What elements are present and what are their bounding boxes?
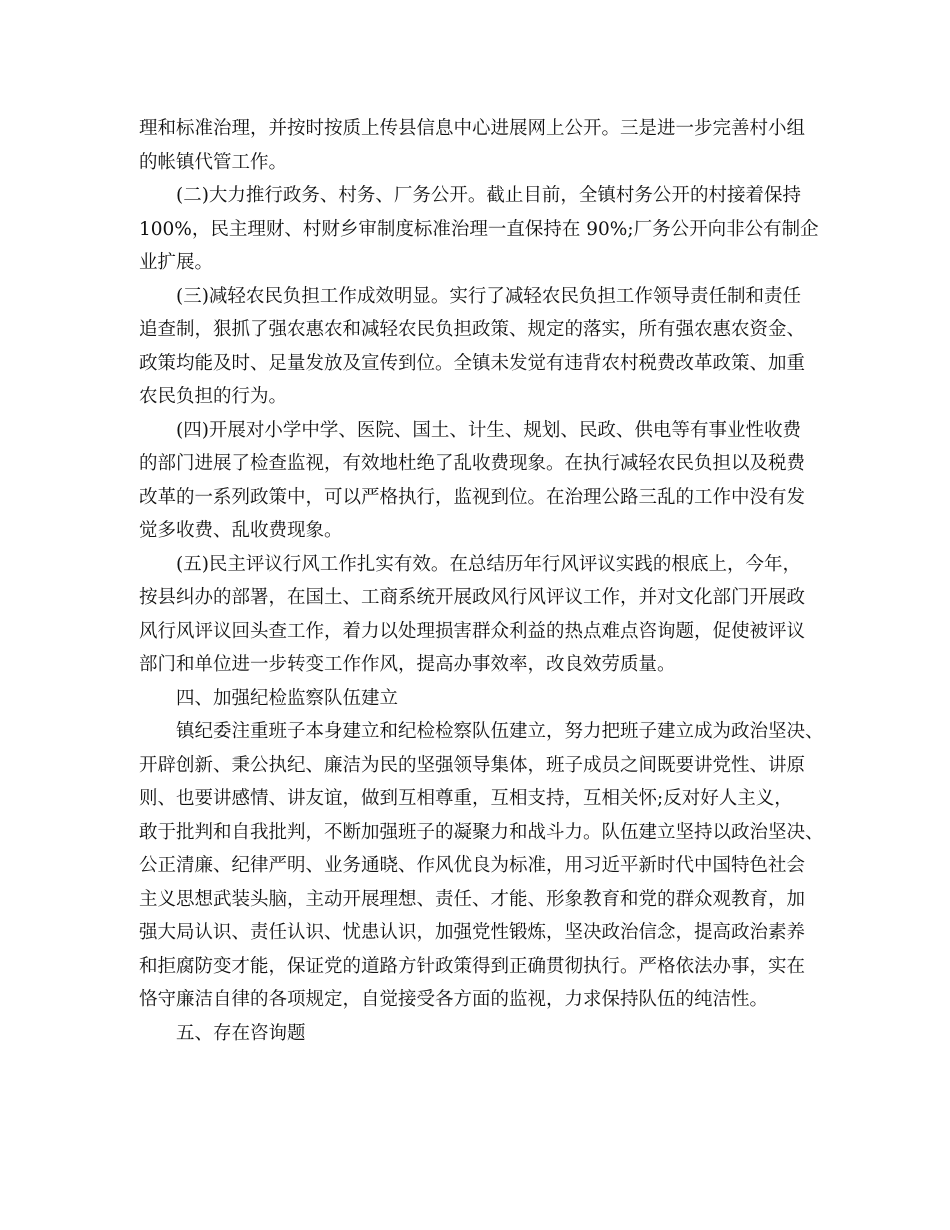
paragraph-start-line: 五、存在咨询题 bbox=[176, 1022, 306, 1044]
text-line: 觉多收费、乱收费现象。 bbox=[139, 520, 343, 541]
text-line: 主义思想武装头脑，主动开展理想、责任、才能、形象教育和党的群众观教育，加 bbox=[139, 888, 806, 910]
text-line: 强大局认识、责任认识、忧患认识，加强党性锻炼，坚决政治信念，提高政治素养 bbox=[139, 922, 806, 943]
paragraph-start-line: 镇纪委注重班子本身建立和纪检检察队伍建立，努力把班子建立成为政治坚决、 bbox=[176, 721, 824, 742]
text-line: 敢于批判和自我批判，不断加强班子的凝聚力和战斗力。队伍建立坚持以政治坚决、 bbox=[139, 821, 824, 843]
document-body bbox=[139, 112, 839, 1050]
text-line: 政策均能及时、足量发放及宣传到位。全镇未发觉有违背农村税费改革政策、加重 bbox=[139, 352, 806, 374]
text-line: 和拒腐防变才能，保证党的道路方针政策得到正确贯彻执行。严格依法办事，实在 bbox=[139, 955, 806, 977]
text-line: 的部门进展了检查监视，有效地杜绝了乱收费现象。在执行减轻农民负担以及税费 bbox=[139, 453, 806, 474]
text-line: 公正清廉、纪律严明、业务通晓、作风优良为标准，用习近平新时代中国特色社会 bbox=[139, 855, 806, 876]
paragraph-start-line: (四)开展对小学中学、医院、国土、计生、规划、民政、供电等有事业性收费 bbox=[176, 419, 801, 441]
text-line: 农民负担的行为。 bbox=[139, 386, 288, 407]
text-line: 开辟创新、秉公执纪、廉洁为民的坚强领导集体，班子成员之间既要讲党性、讲原 bbox=[139, 754, 806, 776]
text-line: 按县纠办的部署，在国土、工商系统开展政风行风评议工作，并对文化部门开展政 bbox=[139, 587, 806, 608]
paragraph-start-line: 四、加强纪检监察队伍建立 bbox=[176, 687, 399, 709]
text-line: 业扩展。 bbox=[139, 252, 214, 273]
paragraph-start-line: (五)民主评议行风工作扎实有效。在总结历年行风评议实践的根底上，今年， bbox=[176, 553, 801, 575]
text-line: 理和标准治理，并按时按质上传县信息中心进展网上公开。三是进一步完善村小组 bbox=[139, 118, 806, 139]
text-line: 部门和单位进一步转变工作作风，提高办事效率，改良效劳质量。 bbox=[139, 654, 676, 675]
text-line: 恪守廉洁自律的各项规定，自觉接受各方面的监视，力求保持队伍的纯洁性。 bbox=[139, 989, 769, 1010]
text-line: 改革的一系列政策中，可以严格执行，监视到位。在治理公路三乱的工作中没有发 bbox=[139, 486, 806, 508]
text-line: 则、也要讲感情、讲友谊，做到互相尊重，互相支持，互相关怀;反对好人主义， bbox=[139, 788, 793, 809]
text-line: 的帐镇代管工作。 bbox=[139, 151, 288, 173]
text-line: 追查制，狠抓了强农惠农和减轻农民负担政策、规定的落实，所有强农惠农资金、 bbox=[139, 319, 806, 340]
text-line: 100%，民主理财、村财乡审制度标准治理一直保持在 90%;厂务公开向非公有制企 bbox=[139, 218, 819, 240]
text-line: 风行风评议回头查工作，着力以处理损害群众利益的热点难点咨询题，促使被评议 bbox=[139, 620, 806, 642]
paragraph-start-line: (二)大力推行政务、村务、厂务公开。截止目前，全镇村务公开的村接着保持 bbox=[176, 185, 801, 206]
paragraph-start-line: (三)减轻农民负担工作成效明显。实行了减轻农民负担工作领导责任制和责任 bbox=[176, 285, 801, 307]
